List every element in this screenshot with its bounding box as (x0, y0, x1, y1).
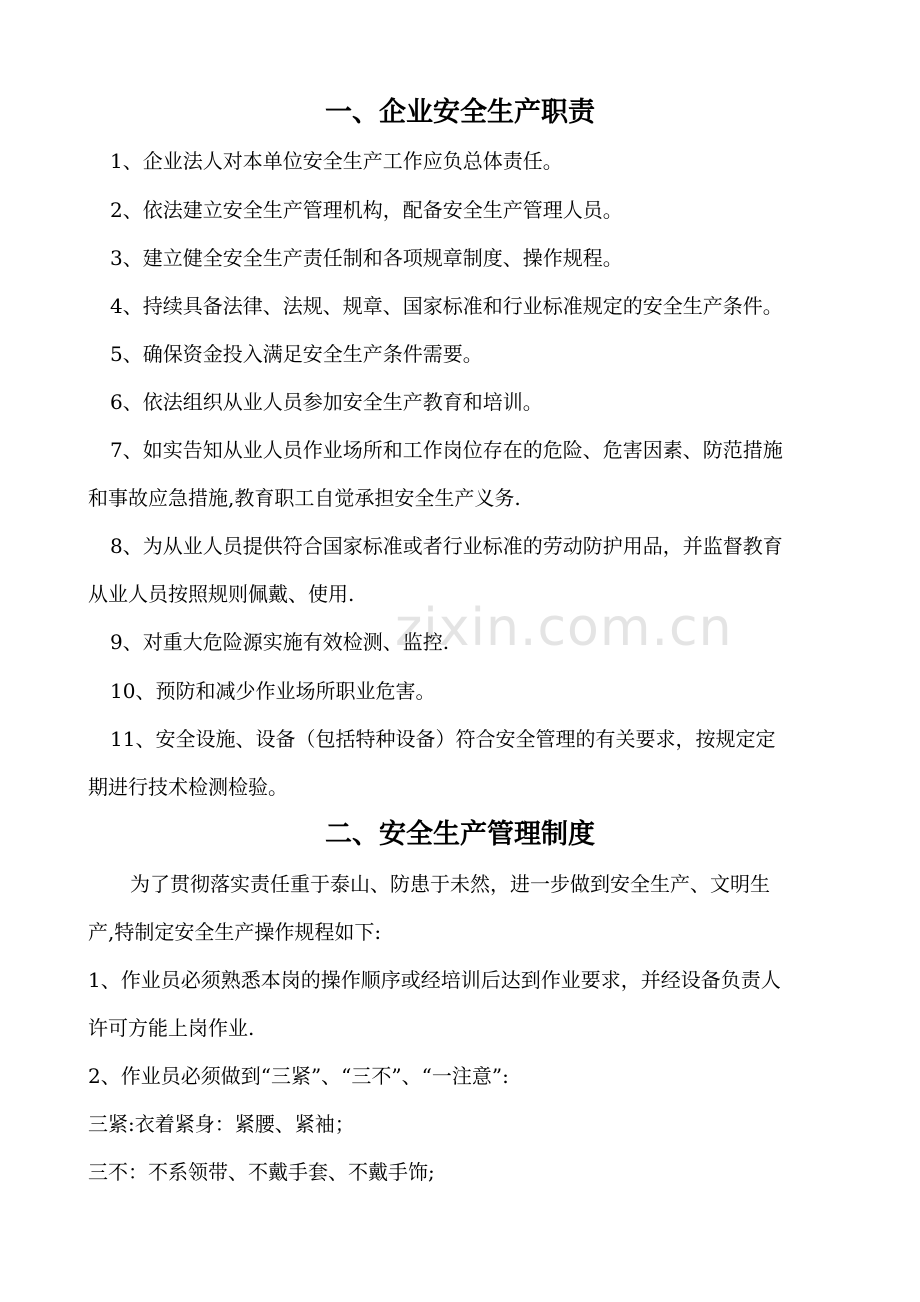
section-2-intro: 为了贯彻落实责任重于泰山、防患于未然，进一步做到安全生产、文明生 (130, 872, 770, 896)
section-1-line-2: 2、依法建立安全生产管理机构，配备安全生产管理人员。 (110, 198, 623, 222)
section-1-line-8-cont: 从业人员按照规则佩戴、使用. (88, 582, 355, 606)
section-1-line-5: 5、确保资金投入满足安全生产条件需要。 (110, 342, 483, 366)
section-2-item-1: 1、作业员必须熟悉本岗的操作顺序或经培训后达到作业要求，并经设备负责人 (88, 968, 781, 992)
watermark-text: zixin.com.cn (395, 598, 733, 658)
section-1-line-11-cont: 期进行技术检测检验。 (88, 775, 288, 799)
section-1-line-7: 7、如实告知从业人员作业场所和工作岗位存在的危险、危害因素、防范措施 (110, 438, 783, 462)
section-1-line-7-cont: 和事故应急措施,教育职工自觉承担安全生产义务. (88, 486, 521, 510)
section-2-item-2: 2、作业员必须做到“三紧”、“三不”、“一注意”: (88, 1064, 509, 1088)
section-2-intro-cont: 产,特制定安全生产操作规程如下: (88, 920, 382, 944)
section-1-line-1: 1、企业法人对本单位安全生产工作应负总体责任。 (110, 149, 563, 173)
section-1-title: 一、企业安全生产职责 (325, 97, 595, 128)
section-2-three-not: 三不：不系领带、不戴手套、不戴手饰; (88, 1160, 435, 1184)
section-1-line-4: 4、持续具备法律、法规、规章、国家标准和行业标准规定的安全生产条件。 (110, 294, 783, 318)
section-1-line-8: 8、为从业人员提供符合国家标准或者行业标准的劳动防护用品，并监督教育 (110, 534, 783, 558)
section-1-line-11: 11、安全设施、设备（包括特种设备）符合安全管理的有关要求，按规定定 (110, 727, 776, 751)
section-1-line-9: 9、对重大危险源实施有效检测、监控. (110, 630, 450, 654)
section-1-line-3: 3、建立健全安全生产责任制和各项规章制度、操作规程。 (110, 246, 623, 270)
section-2-item-1-cont: 许可方能上岗作业. (88, 1016, 255, 1040)
section-2-three-tight: 三紧:衣着紧身：紧腰、紧袖； (88, 1112, 355, 1136)
section-1-line-10: 10、预防和减少作业场所职业危害。 (110, 679, 436, 703)
section-1-line-6: 6、依法组织从业人员参加安全生产教育和培训。 (110, 390, 543, 414)
section-2-title: 二、安全生产管理制度 (325, 819, 595, 850)
